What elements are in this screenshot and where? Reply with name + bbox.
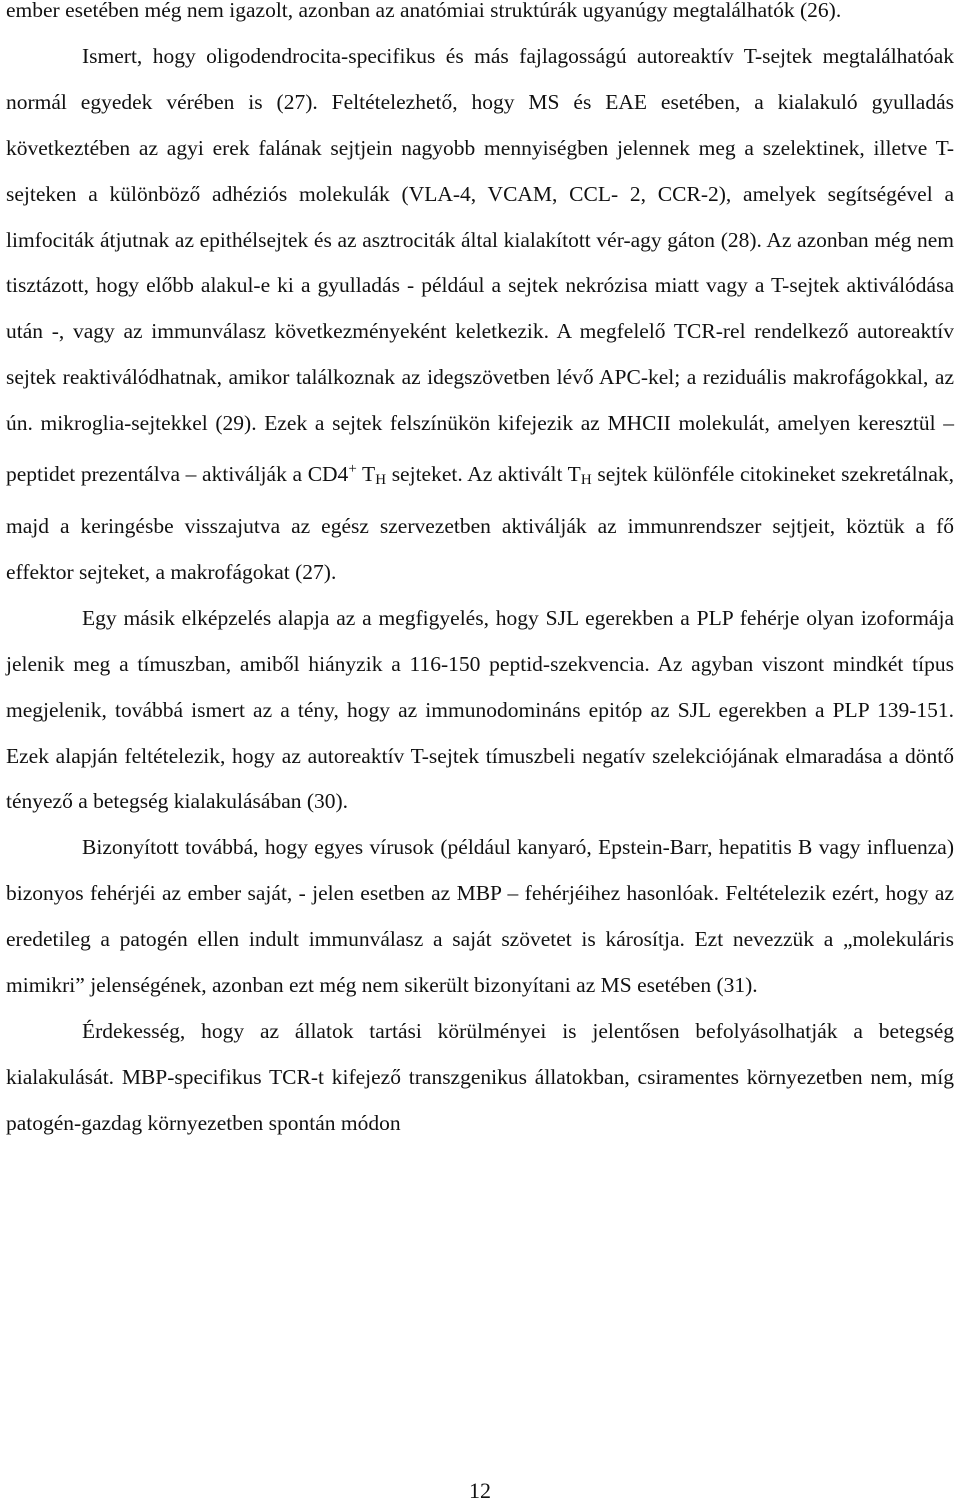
paragraph-text: Ismert, hogy oligodendrocita-specifikus és más fajlagosságú autoreaktív T-sejtek megtalálhatóak normál egyedek vérében is (27). Feltételezhető, hogy MS és EAE esetében, a kialakuló gyulladás következtében az agyi erek falának sejtjein nagyobb mennyiségben jelennek meg a szelektinek, illetve T-sejteken a különböző adhéziós molekulák (VLA-4, VCAM, CCL- 2, CCR-2), amelyek segítségével a limfociták átjutnak az epithélsejtek és az asztrociták által kialakított vér-agy gáton (28). Az azonban még nem tisztázott, hogy előbb alakul-e ki a gyulladás - például a sejtek nekrózisa miatt vagy a T-sejtek aktiválódása után -, vagy az immunválasz következményeként keletkezik. A megfelelő TCR-rel rendelkező autoreaktív sejtek reaktiválódhatnak, amikor találkoznak az idegszövetben lévő APC-kel; a reziduális makrofágokkal, az ún. mikroglia-sejtekkel (29). Ezek a sejtek felszínükön kifejezik az MHCII molekulát, amelyen keresztül – peptidet prezentálva – aktiválják a CD4 xyxy=(6,43,954,487)
document-page xyxy=(6,0,954,1147)
paragraph-text: sejteket. Az aktivált T xyxy=(386,462,581,487)
paragraph-housing-conditions: Érdekesség, hogy az állatok tartási körülményei is jelentősen befolyásolhatják a betegség kialakulását. MBP-specifikus TCR-t kifejező transzgenikus állatokban, csiramentes környezetben nem, míg patogén-gazdag környezetben spontán módon xyxy=(6,1018,954,1135)
paragraph-text: sejtek különféle citokineket szekretálnak, majd a keringésbe visszajutva az egész szervezetben aktiválják az immunrendszer sejtjeit, köztük a fő effektor sejteket, a makrofágokat (27). xyxy=(6,462,954,584)
paragraph-autoreactive-t-cells xyxy=(6,34,954,596)
paragraph-sjl-mice: Egy másik elképzelés alapja az a megfigyelés, hogy SJL egerekben a PLP fehérje olyan izoformája jelenik meg a tímuszban, amiből hiányzik a 116-150 peptid-szekvencia. Az agyban viszont mindkét típus megjelenik, továbbá ismert az a tény, hogy az immunodomináns epitóp az SJL egerekben a PLP 139-151. Ezek alapján feltételezik, hogy az autoreaktív T-sejtek tímuszbeli negatív szelekciójának elmaradása a döntő tényező a betegség kialakulásában (30). xyxy=(6,605,954,814)
subscript-h: H xyxy=(580,472,592,489)
subscript-h: H xyxy=(375,472,387,489)
paragraph-text: T xyxy=(356,462,376,487)
superscript-plus: + xyxy=(348,461,357,478)
page-number: 12 xyxy=(469,1478,491,1503)
paragraph-continued: ember esetében még nem igazolt, azonban az anatómiai struktúrák ugyanúgy megtalálhatók (26). xyxy=(6,0,842,22)
paragraph-molecular-mimicry: Bizonyított továbbá, hogy egyes vírusok (például kanyaró, Epstein-Barr, hepatitis B vagy influenza) bizonyos fehérjéi az ember saját, - jelen esetben az MBP – fehérjéihez hasonlóak. Feltételezik ezért, hogy az eredetileg a patogén ellen indult immunválasz a saját szövetet is károsítja. Ezt nevezzük a „molekuláris mimikri” jelenségének, azonban ezt még nem sikerült bizonyítani az MS esetében (31). xyxy=(6,835,954,998)
